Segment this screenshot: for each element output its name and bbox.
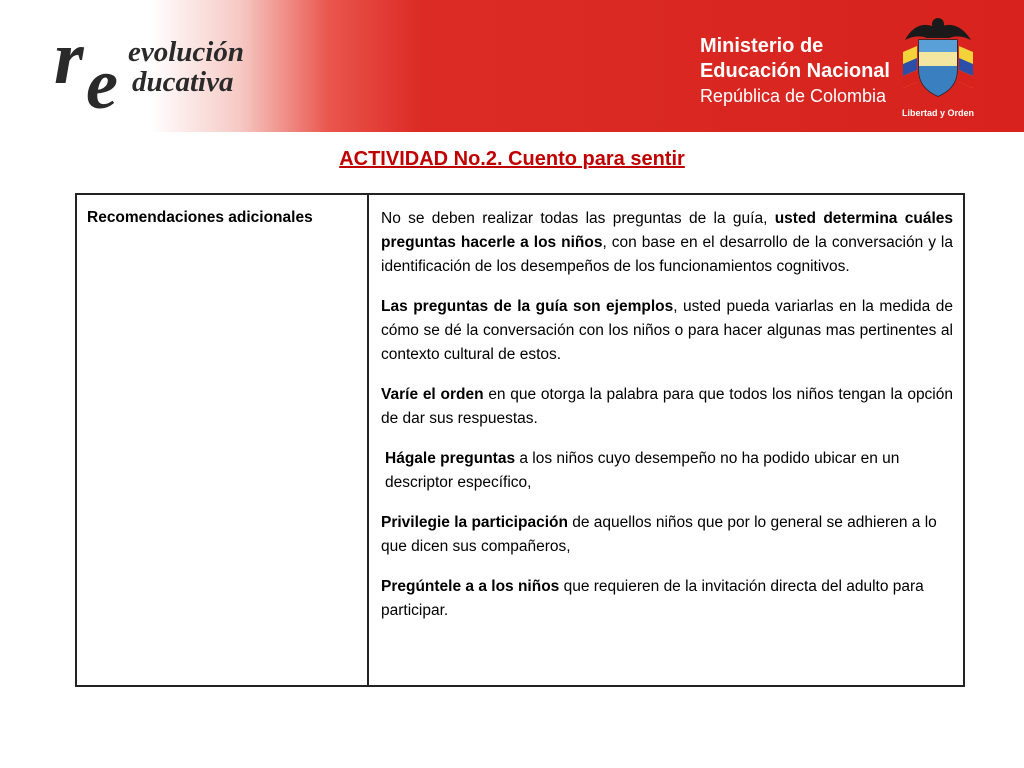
ministry-line-2: Educación Nacional <box>699 60 890 82</box>
rec3-text-bold: Varíe el orden <box>381 386 484 403</box>
ministry-line-1: Ministerio de <box>699 35 824 57</box>
rec5-text-bold: Privilegie la participación <box>381 514 568 531</box>
rec2-text-bold: Las preguntas de la guía son ejemplos <box>381 298 674 315</box>
table-label: Recomendaciones adicionales <box>87 209 313 226</box>
colombia-coat-of-arms-icon <box>897 12 979 108</box>
rec2-text-b: , usted pueda variarlas en la medida de cómo se dé la conversación con los niños o para hacer algunas mas pertinentes al contexto cultural de estos. <box>381 298 953 363</box>
logo-letter-r: r <box>54 16 84 100</box>
rec4-text-bold: Hágale preguntas <box>385 450 516 467</box>
recommendation-3 <box>381 383 953 431</box>
page-title-text: ACTIVIDAD No.2. Cuento para sentir <box>339 148 685 170</box>
recommendation-6 <box>381 575 953 623</box>
ministry-name <box>700 34 890 109</box>
recommendation-5 <box>381 511 953 559</box>
rec1-text-a: No se deben realizar todas las preguntas de la guía, <box>381 210 775 227</box>
logo-letter-e: e <box>86 44 118 124</box>
revolucion-educativa-logo <box>52 16 272 124</box>
logo-line-1: evolución <box>128 36 244 68</box>
table-label-cell <box>77 195 369 685</box>
table-content-cell <box>369 195 963 685</box>
rec6-text-bold: Pregúntele a a los niños <box>381 578 560 595</box>
page-title <box>0 148 1024 171</box>
rec3-text-b: en que otorga la palabra para que todos los niños tengan la opción de dar sus respuestas. <box>381 386 953 427</box>
recommendation-1 <box>381 207 953 279</box>
rec4-text-b: a los niños cuyo desempeño no ha podido ubicar en un descriptor específico, <box>385 450 900 491</box>
header-banner <box>0 0 1024 132</box>
ministry-line-3: República de Colombia <box>699 86 887 106</box>
recommendation-4 <box>381 447 953 495</box>
recommendation-2 <box>381 295 953 367</box>
rec1-text-c: , con base en el desarrollo de la conversación y la identificación de los desempeños de los funcionamientos cognitivos. <box>381 234 953 275</box>
rec5-text-b: de aquellos niños que por lo general se adhieren a lo que dicen sus compañeros, <box>381 514 937 555</box>
recommendations-table <box>75 193 965 687</box>
crest-motto: Libertad y Orden <box>901 108 974 118</box>
rec1-text-bold: usted determina cuáles preguntas hacerle a los niños <box>381 210 953 251</box>
rec6-text-b: que requieren de la invitación directa del adulto para participar. <box>381 578 924 619</box>
logo-line-2: ducativa <box>132 66 234 98</box>
